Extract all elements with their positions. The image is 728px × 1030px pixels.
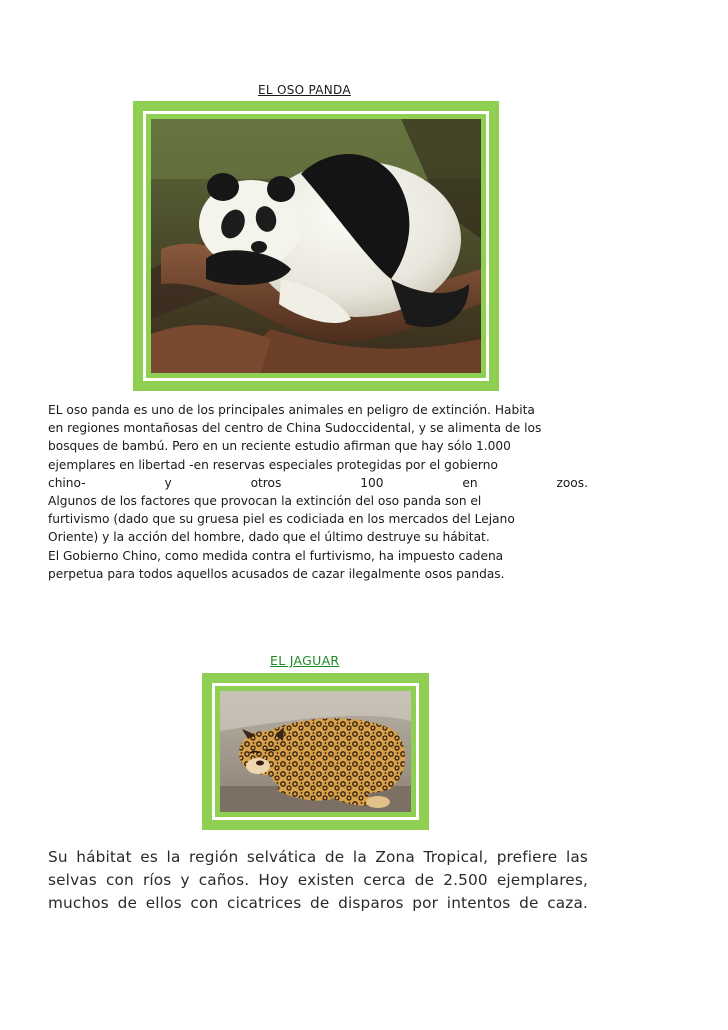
text-line: Su hábitat es la región selvática de la Zona Tropical, prefiere las <box>48 848 588 866</box>
jaguar-photo <box>220 691 411 812</box>
text-line: EL oso panda es uno de los principales animales en peligro de extinción. Habita <box>48 403 535 417</box>
text-line: muchos de ellos con cicatrices de disparos por intentos de caza. <box>48 894 588 912</box>
jaguar-title: EL JAGUAR <box>270 653 340 668</box>
text-line: El Gobierno Chino, como medida contra el furtivismo, ha impuesto cadena <box>48 548 504 563</box>
text-line: en regiones montañosas del centro de China Sudoccidental, y se alimenta de los <box>48 421 542 436</box>
jaguar-photo-frame <box>202 673 429 830</box>
panda-title: EL OSO PANDA <box>258 83 351 97</box>
text-line: Algunos de los factores que provocan la extinción del oso panda son el <box>48 494 482 509</box>
panda-paragraph <box>48 401 588 583</box>
text-line: furtivismo (dado que su gruesa piel es codiciada en los mercados del Lejano <box>48 512 515 527</box>
text-line: chino- y otros 100 en zoos. <box>48 475 588 490</box>
panda-photo-frame <box>133 101 499 391</box>
text-line: selvas con ríos y caños. Hoy existen cerca de 2.500 ejemplares, <box>48 871 588 889</box>
text-line: ejemplares en libertad -en reservas especiales protegidas por el gobierno <box>48 457 498 472</box>
text-line: Oriente) y la acción del hombre, dado que el último destruye su hábitat. <box>48 530 490 545</box>
jaguar-paragraph <box>48 846 588 915</box>
text-line: perpetua para todos aquellos acusados de cazar ilegalmente osos pandas. <box>48 566 505 581</box>
text-line: bosques de bambú. Pero en un reciente estudio afirman que hay sólo 1.000 <box>48 439 511 454</box>
panda-photo <box>151 119 481 373</box>
